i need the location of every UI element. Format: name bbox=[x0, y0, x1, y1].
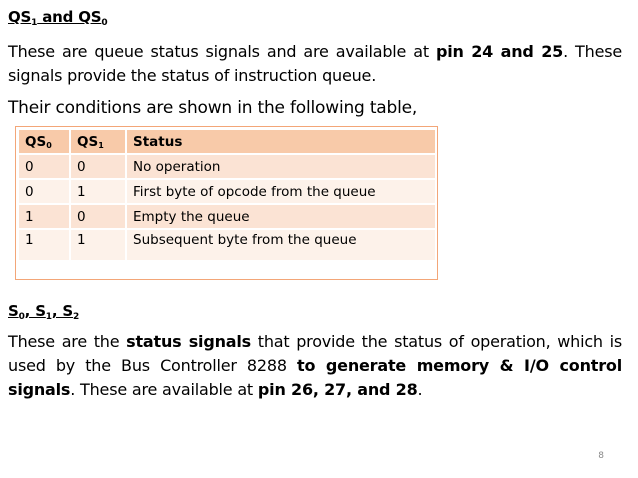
status-bold: to generate memory & I/O control signals bbox=[8, 356, 622, 399]
queue-status-table bbox=[17, 128, 437, 262]
status-bold: status signals bbox=[126, 332, 251, 351]
table-row bbox=[18, 229, 436, 261]
status-signals-heading bbox=[8, 302, 79, 322]
cell-qs1: 1 bbox=[70, 229, 126, 261]
cell-qs0: 1 bbox=[18, 204, 70, 229]
cell-qs1: 0 bbox=[70, 204, 126, 229]
table-row bbox=[18, 179, 436, 204]
heading-text: and QS bbox=[37, 8, 102, 26]
status-text: that provide the status of operation, which is used by the Bus Controller 8288 bbox=[8, 332, 622, 375]
conditions-line: Their conditions are shown in the following table, bbox=[8, 98, 418, 118]
status-bold-pins: pin 26, 27, and 28 bbox=[257, 380, 418, 399]
heading-subscript: 1 bbox=[31, 18, 38, 28]
heading-text: S bbox=[8, 302, 19, 320]
qs-heading bbox=[8, 8, 107, 28]
cell-status: No operation bbox=[126, 154, 436, 179]
cell-qs0: 1 bbox=[18, 229, 70, 261]
heading-subscript: 2 bbox=[72, 312, 80, 322]
status-text: These are the bbox=[8, 332, 127, 351]
cell-qs0: 0 bbox=[18, 179, 70, 204]
cell-qs1: 1 bbox=[70, 179, 126, 204]
heading-text: , S bbox=[24, 302, 46, 320]
table-header-row bbox=[18, 129, 436, 154]
intro-paragraph bbox=[8, 40, 622, 88]
intro-bold-pins: pin 24 and 25 bbox=[435, 42, 564, 61]
heading-text: , S bbox=[51, 302, 73, 320]
table-row bbox=[18, 154, 436, 179]
header-status: Status bbox=[126, 129, 436, 154]
header-qs1: $QS_1$ bbox=[70, 129, 126, 154]
cell-qs1: 0 bbox=[70, 154, 126, 179]
heading-subscript: 0 bbox=[101, 18, 108, 28]
cell-status: Empty the queue bbox=[126, 204, 436, 229]
heading-text: QS bbox=[8, 8, 32, 26]
intro-text: These are queue status signals and are available at bbox=[8, 42, 436, 61]
table-row bbox=[18, 204, 436, 229]
header-qs0: $QS_0$ bbox=[18, 129, 70, 154]
cell-status: Subsequent byte from the queue bbox=[126, 229, 436, 261]
heading-subscript: 0 bbox=[18, 312, 25, 322]
cell-qs0: 0 bbox=[18, 154, 70, 179]
status-paragraph bbox=[8, 330, 622, 402]
status-text: . bbox=[417, 380, 423, 399]
cell-status: First byte of opcode from the queue bbox=[126, 179, 436, 204]
intro-text: . These signals provide the status of instruction queue. bbox=[8, 42, 622, 85]
status-text: . These are available at bbox=[70, 380, 258, 399]
heading-subscript: 1 bbox=[45, 312, 52, 322]
page-number: 8 bbox=[598, 451, 604, 461]
